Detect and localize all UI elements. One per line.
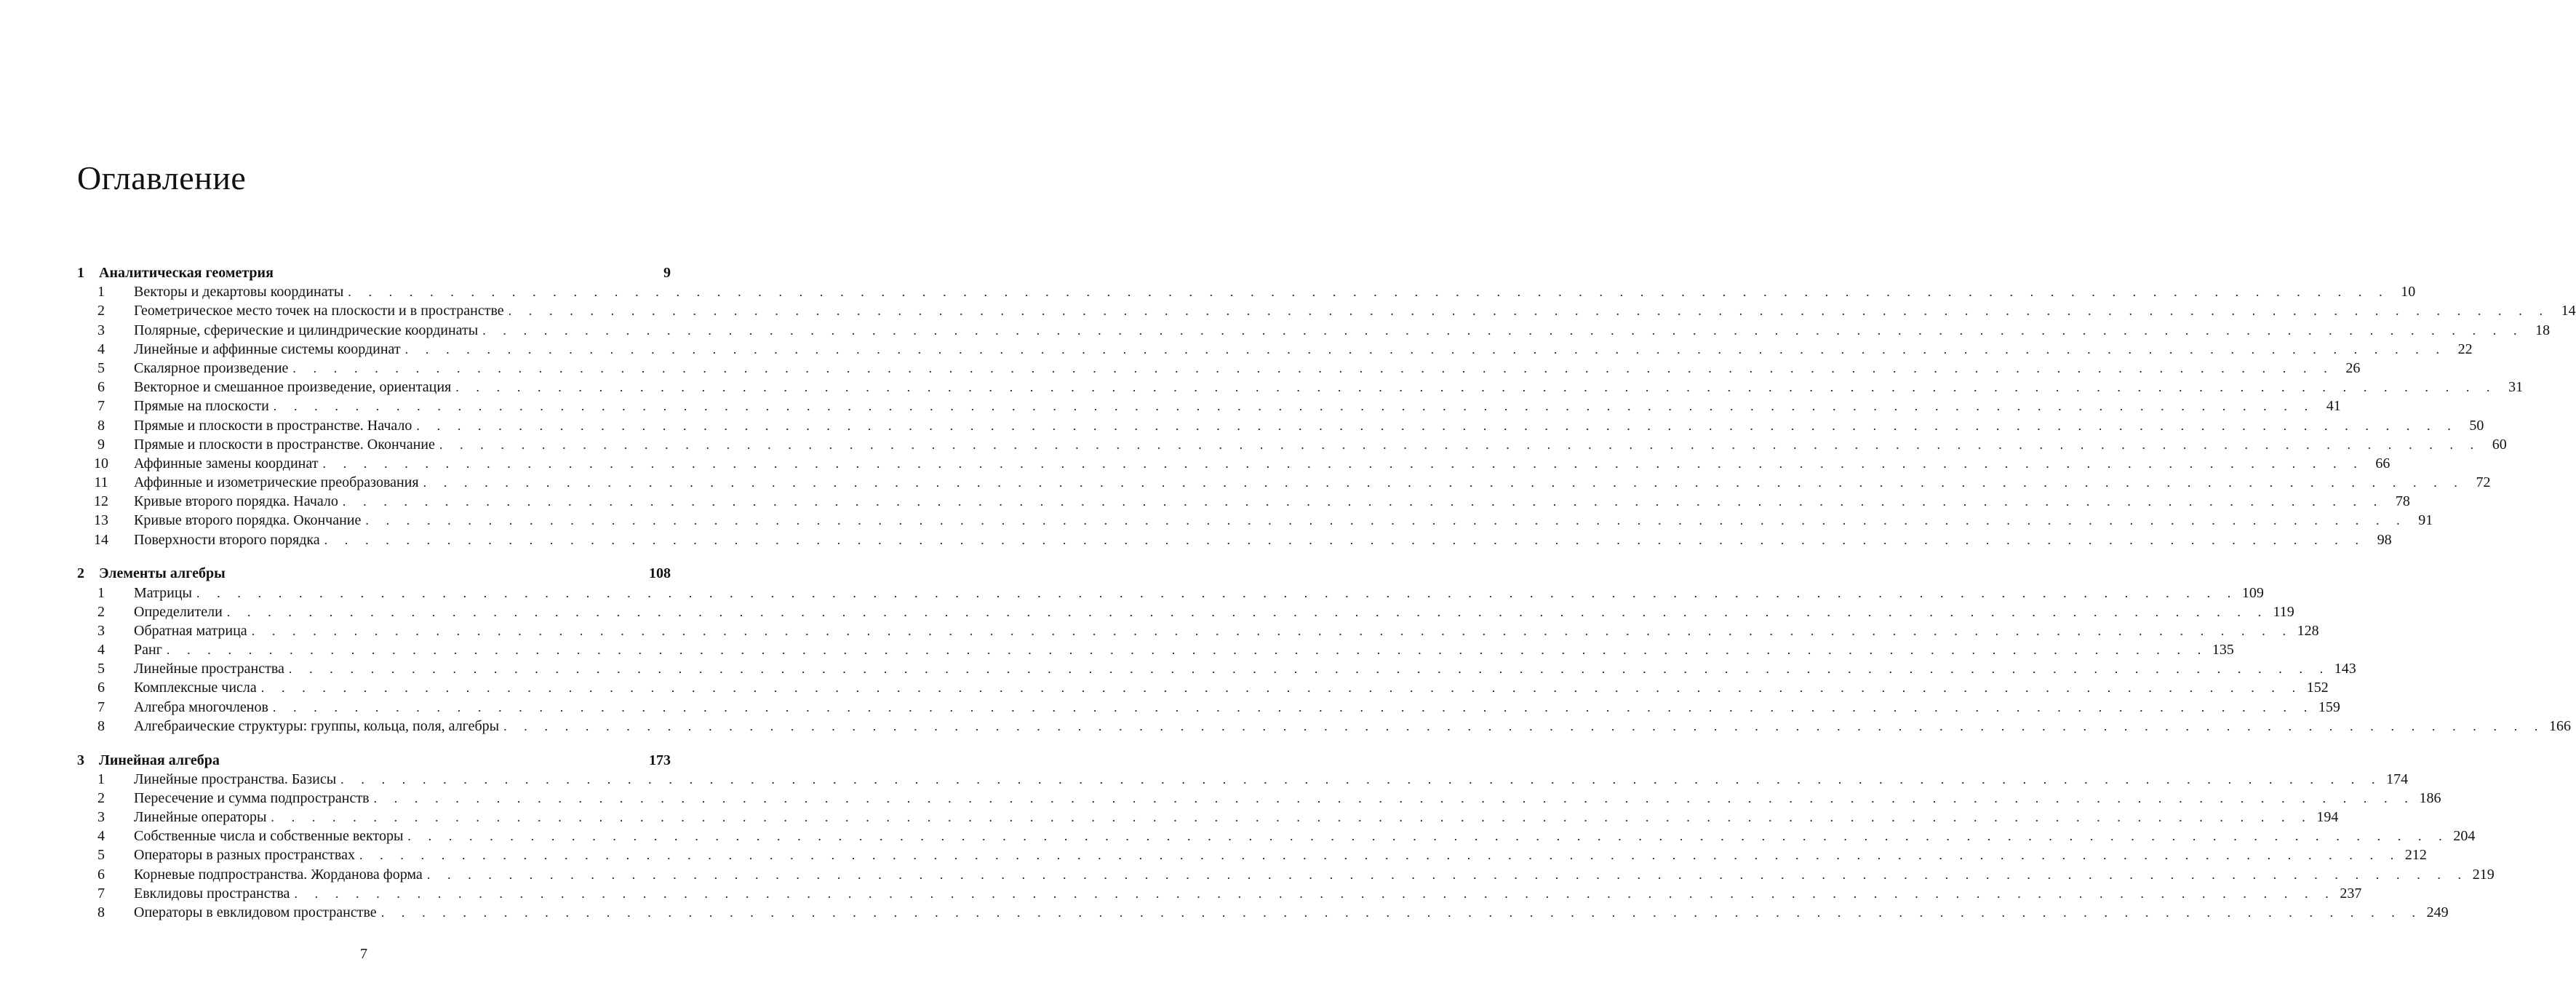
section-page-number: 78 [2395, 493, 2410, 510]
section-title: Скалярное произведение [134, 359, 292, 378]
section-page-number: 186 [2419, 789, 2441, 806]
section-page-number: 10 [2401, 284, 2416, 301]
section-line [134, 282, 2416, 301]
dot-leader: . . . . . . . . . . . . . . . . . . . . . . . . . . . . . . . . . . . . . . . . . . . . . . . . . . . . . . . . . . . . . . . . . . . . . . . . . . . . . . . . . . . . . . . . . . . . . . . . . . . . [226, 604, 2268, 619]
section-number: 8 [97, 904, 105, 920]
chapter-spacer [0, 549, 727, 565]
section-entry[interactable] [0, 454, 2390, 473]
section-page-number: 219 [2472, 866, 2495, 883]
section-page-number: 159 [2318, 698, 2340, 715]
chapter-block [0, 263, 2576, 549]
section-number: 5 [97, 661, 105, 677]
chapter-entry[interactable] [0, 564, 727, 583]
dot-leader: . . . . . . . . . . . . . . . . . . . . . . . . . . . . . . . . . . . . . . . . . . . . . . . . . . . . . . . . . . . . . . . . . . . . . . . . . . . . . . . . . . . . . . . . . . . . . . . . . . . . [260, 680, 2302, 696]
chapter-page-number: 173 [649, 752, 671, 768]
section-entry[interactable] [0, 770, 2409, 789]
section-entry[interactable] [0, 678, 2329, 697]
table-of-contents [0, 263, 2576, 922]
dot-leader: . . . . . . . . . . . . . . . . . . . . . . . . . . . . . . . . . . . . . . . . . . . . . . . . . . . . . . . . . . . . . . . . . . . . . . . . . . . . . . . . . . . . . . . . . . . . . . . . . . . . [380, 905, 2423, 920]
section-entry[interactable] [0, 416, 2484, 435]
dot-leader: . . . . . . . . . . . . . . . . . . . . . . . . . . . . . . . . . . . . . . . . . . . . . . . . . . . . . . . . . . . . . . . . . . . . . . . . . . . . . . . . . . . . . . . . . . . . . . . . . . . . [416, 418, 2458, 433]
section-title: Корневые подпространства. Жорданова форма [134, 865, 427, 884]
section-line [134, 789, 2441, 808]
section-line [134, 698, 2340, 717]
section-title: Комплексные числа [134, 678, 261, 697]
section-entry[interactable] [0, 397, 2341, 415]
section-title: Векторы и декартовы координаты [134, 282, 348, 301]
dot-leader: . . . . . . . . . . . . . . . . . . . . . . . . . . . . . . . . . . . . . . . . . . . . . . . . . . . . . . . . . . . . . . . . . . . . . . . . . . . . . . . . . . . . . . . . . . . . . . . . . . . . [482, 322, 2524, 338]
section-title: Аффинные замены координат [134, 454, 322, 473]
section-number: 14 [94, 531, 108, 548]
section-number: 7 [97, 698, 105, 715]
section-title: Алгебраические структуры: группы, кольца, поля, алгебры [134, 717, 503, 736]
section-line [134, 378, 2524, 397]
section-number: 6 [97, 680, 105, 696]
section-page-number: 50 [2469, 417, 2484, 434]
dot-leader: . . . . . . . . . . . . . . . . . . . . . . . . . . . . . . . . . . . . . . . . . . . . . . . . . . . . . . . . . . . . . . . . . . . . . . . . . . . . . . . . . . . . . . . . . . . . . . . . . . . . [359, 848, 2401, 863]
section-line [134, 473, 2491, 492]
section-line [134, 621, 2319, 640]
section-title: Аффинные и изометрические преобразования [134, 473, 423, 492]
section-page-number: 212 [2404, 847, 2427, 864]
section-page-number: 128 [2297, 622, 2319, 639]
section-line [134, 340, 2473, 359]
section-page-number: 204 [2453, 828, 2476, 845]
section-number: 7 [97, 885, 105, 902]
section-title: Линейные пространства [134, 659, 289, 678]
section-page-number: 237 [2340, 885, 2362, 902]
section-page-number: 98 [2377, 531, 2392, 548]
section-entry[interactable] [0, 340, 2473, 359]
section-page-number: 91 [2418, 512, 2433, 529]
section-line [134, 678, 2329, 697]
section-number: 4 [97, 828, 105, 845]
chapter-page-number: 9 [663, 265, 671, 281]
chapter-title: Аналитическая геометрия [99, 265, 274, 281]
section-page-number: 119 [2273, 603, 2294, 620]
section-number: 1 [97, 771, 105, 787]
section-title: Кривые второго порядка. Начало [134, 492, 343, 511]
dot-leader: . . . . . . . . . . . . . . . . . . . . . . . . . . . . . . . . . . . . . . . . . . . . . . . . . . . . . . . . . . . . . . . . . . . . . . . . . . . . . . . . . . . . . . . . . . . . . . . . . . . . [439, 437, 2481, 452]
section-number: 2 [97, 789, 105, 806]
section-entry[interactable] [0, 789, 2441, 808]
section-line [134, 845, 2427, 864]
section-title: Пересечение и сумма подпространств [134, 789, 374, 808]
section-number: 4 [97, 642, 105, 658]
dot-leader: . . . . . . . . . . . . . . . . . . . . . . . . . . . . . . . . . . . . . . . . . . . . . . . . . . . . . . . . . . . . . . . . . . . . . . . . . . . . . . . . . . . . . . . . . . . . . . . . . . . . [407, 829, 2449, 844]
section-entry[interactable] [0, 282, 2416, 301]
section-page-number: 109 [2241, 584, 2264, 601]
chapter-title: Элементы алгебры [99, 565, 226, 582]
section-page-number: 22 [2457, 341, 2473, 357]
section-title: Полярные, сферические и цилиндрические координаты [134, 321, 482, 340]
section-title: Поверхности второго порядка [134, 530, 324, 549]
dot-leader: . . . . . . . . . . . . . . . . . . . . . . . . . . . . . . . . . . . . . . . . . . . . . . . . . . . . . . . . . . . . . . . . . . . . . . . . . . . . . . . . . . . . . . . . . . . . . . . . . . . . [426, 867, 2468, 882]
dot-leader: . . . . . . . . . . . . . . . . . . . . . . . . . . . . . . . . . . . . . . . . . . . . . . . . . . . . . . . . . . . . . . . . . . . . . . . . . . . . . . . . . . . . . . . . . . . . . . . . . . . . [324, 532, 2366, 547]
chapter-number: 2 [77, 565, 84, 582]
section-entry[interactable] [0, 808, 2339, 827]
section-title: Кривые второго порядка. Окончание [134, 511, 365, 530]
section-page-number: 66 [2375, 455, 2390, 471]
dot-leader: . . . . . . . . . . . . . . . . . . . . . . . . . . . . . . . . . . . . . . . . . . . . . . . . . . . . . . . . . . . . . . . . . . . . . . . . . . . . . . . . . . . . . . . . . . . . . . . . . . . . [340, 771, 2382, 787]
section-number: 4 [97, 341, 105, 357]
section-page-number: 152 [2306, 680, 2329, 696]
dot-leader: . . . . . . . . . . . . . . . . . . . . . . . . . . . . . . . . . . . . . . . . . . . . . . . . . . . . . . . . . . . . . . . . . . . . . . . . . . . . . . . . . . . . . . . . . . . . . . . . . . . . [322, 455, 2364, 471]
section-entry[interactable] [0, 321, 2551, 340]
section-title: Определители [134, 602, 227, 621]
section-line [134, 416, 2484, 435]
section-line [134, 584, 2264, 602]
section-title: Ранг [134, 640, 167, 659]
chapter-block [0, 564, 2572, 736]
section-number: 10 [94, 455, 108, 471]
dot-leader: . . . . . . . . . . . . . . . . . . . . . . . . . . . . . . . . . . . . . . . . . . . . . . . . . . . . . . . . . . . . . . . . . . . . . . . . . . . . . . . . . . . . . . . . . . . . . . . . . . . . [423, 475, 2465, 490]
section-page-number: 72 [2476, 474, 2491, 491]
chapter-number: 3 [77, 752, 84, 768]
section-number: 3 [97, 809, 105, 826]
section-number: 5 [97, 847, 105, 864]
section-entry[interactable] [0, 492, 2410, 511]
dot-leader: . . . . . . . . . . . . . . . . . . . . . . . . . . . . . . . . . . . . . . . . . . . . . . . . . . . . . . . . . . . . . . . . . . . . . . . . . . . . . . . . . . . . . . . . . . . . . . . . . . . . [294, 885, 2336, 901]
section-entry[interactable] [0, 827, 2476, 845]
section-entry[interactable] [0, 698, 2340, 717]
section-line [134, 827, 2476, 845]
section-entry[interactable] [0, 301, 2576, 320]
dot-leader: . . . . . . . . . . . . . . . . . . . . . . . . . . . . . . . . . . . . . . . . . . . . . . . . . . . . . . . . . . . . . . . . . . . . . . . . . . . . . . . . . . . . . . . . . . . . . . . . . . . . [271, 810, 2313, 825]
dot-leader: . . . . . . . . . . . . . . . . . . . . . . . . . . . . . . . . . . . . . . . . . . . . . . . . . . . . . . . . . . . . . . . . . . . . . . . . . . . . . . . . . . . . . . . . . . . . . . . . . . . . [273, 399, 2315, 414]
section-entry[interactable] [0, 884, 2362, 903]
dot-leader: . . . . . . . . . . . . . . . . . . . . . . . . . . . . . . . . . . . . . . . . . . . . . . . . . . . . . . . . . . . . . . . . . . . . . . . . . . . . . . . . . . . . . . . . . . . . . . . . . . . . [251, 623, 2293, 638]
section-title: Матрицы [134, 584, 196, 602]
section-line [134, 865, 2495, 884]
section-number: 8 [97, 417, 105, 434]
section-number: 6 [97, 379, 105, 396]
section-number: 11 [94, 474, 108, 491]
dot-leader: . . . . . . . . . . . . . . . . . . . . . . . . . . . . . . . . . . . . . . . . . . . . . . . . . . . . . . . . . . . . . . . . . . . . . . . . . . . . . . . . . . . . . . . . . . . . . . . . . . . . [272, 699, 2314, 715]
section-number: 9 [97, 436, 105, 453]
section-number: 6 [97, 866, 105, 883]
section-number: 3 [97, 622, 105, 639]
section-page-number: 60 [2492, 436, 2507, 453]
chapter-page-number: 108 [649, 565, 671, 582]
section-line [134, 717, 2572, 736]
section-entry[interactable] [0, 435, 2507, 454]
section-page-number: 194 [2316, 809, 2339, 826]
section-number: 3 [97, 322, 105, 338]
section-number: 7 [97, 398, 105, 415]
dot-leader: . . . . . . . . . . . . . . . . . . . . . . . . . . . . . . . . . . . . . . . . . . . . . . . . . . . . . . . . . . . . . . . . . . . . . . . . . . . . . . . . . . . . . . . . . . . . . . . . . . . . [455, 380, 2497, 395]
section-page-number: 14 [2561, 303, 2576, 319]
chapter-entry[interactable] [0, 751, 727, 770]
section-title: Операторы в разных пространствах [134, 845, 359, 864]
dot-leader: . . . . . . . . . . . . . . . . . . . . . . . . . . . . . . . . . . . . . . . . . . . . . . . . . . . . . . . . . . . . . . . . . . . . . . . . . . . . . . . . . . . . . . . . . . . . . . . . . . . . [373, 790, 2415, 805]
section-entry[interactable] [0, 640, 2234, 659]
section-title: Векторное и смешанное произведение, ориентация [134, 378, 455, 397]
section-entry[interactable] [0, 865, 2495, 884]
section-number: 2 [97, 603, 105, 620]
section-line [134, 530, 2392, 549]
section-number: 1 [97, 284, 105, 301]
chapter-block [0, 751, 2495, 923]
section-line [134, 454, 2390, 473]
section-page-number: 26 [2345, 359, 2361, 376]
section-number: 2 [97, 303, 105, 319]
section-entry[interactable] [0, 602, 2294, 621]
section-line [134, 435, 2507, 454]
section-page-number: 31 [2508, 379, 2524, 396]
section-entry[interactable] [0, 845, 2427, 864]
section-line [134, 884, 2362, 903]
section-line [134, 321, 2551, 340]
section-title: Алгебра многочленов [134, 698, 273, 717]
chapter-number: 1 [77, 265, 84, 281]
section-line [134, 301, 2576, 320]
section-line [134, 770, 2409, 789]
section-line [134, 659, 2356, 678]
section-title: Прямые и плоскости в пространстве. Начало [134, 416, 416, 435]
section-number: 5 [97, 359, 105, 376]
section-page-number: 41 [2326, 398, 2341, 415]
section-title: Прямые на плоскости [134, 397, 274, 415]
section-title: Обратная матрица [134, 621, 252, 640]
dot-leader: . . . . . . . . . . . . . . . . . . . . . . . . . . . . . . . . . . . . . . . . . . . . . . . . . . . . . . . . . . . . . . . . . . . . . . . . . . . . . . . . . . . . . . . . . . . . . . . . . . . . [342, 494, 2384, 509]
section-title: Собственные числа и собственные векторы [134, 827, 407, 845]
dot-leader: . . . . . . . . . . . . . . . . . . . . . . . . . . . . . . . . . . . . . . . . . . . . . . . . . . . . . . . . . . . . . . . . . . . . . . . . . . . . . . . . . . . . . . . . . . . . . . . . . . . . [196, 585, 2238, 600]
section-line [134, 640, 2234, 659]
section-entry[interactable] [0, 359, 2361, 378]
section-line [134, 397, 2341, 415]
section-line [134, 808, 2339, 827]
section-number: 8 [97, 717, 105, 734]
section-entry[interactable] [0, 511, 2433, 530]
section-line [134, 602, 2294, 621]
section-title: Евклидовы пространства [134, 884, 294, 903]
section-number: 12 [94, 493, 108, 510]
section-number: 1 [97, 584, 105, 601]
section-line [134, 903, 2449, 922]
dot-leader: . . . . . . . . . . . . . . . . . . . . . . . . . . . . . . . . . . . . . . . . . . . . . . . . . . . . . . . . . . . . . . . . . . . . . . . . . . . . . . . . . . . . . . . . . . . . . . . . . . . . [166, 642, 2208, 658]
section-entry[interactable] [0, 473, 2491, 492]
section-page-number: 18 [2535, 322, 2551, 338]
section-title: Прямые и плоскости в пространстве. Окончание [134, 435, 439, 454]
section-page-number: 166 [2549, 717, 2572, 734]
section-entry[interactable] [0, 659, 2356, 678]
section-line [134, 359, 2361, 378]
chapter-title: Линейная алгебра [99, 752, 220, 768]
dot-leader: . . . . . . . . . . . . . . . . . . . . . . . . . . . . . . . . . . . . . . . . . . . . . . . . . . . . . . . . . . . . . . . . . . . . . . . . . . . . . . . . . . . . . . . . . . . . . . . . . . . . [404, 341, 2447, 357]
page-title: Оглавление [77, 159, 247, 196]
dot-leader: . . . . . . . . . . . . . . . . . . . . . . . . . . . . . . . . . . . . . . . . . . . . . . . . . . . . . . . . . . . . . . . . . . . . . . . . . . . . . . . . . . . . . . . . . . . . . . . . . . . . [288, 661, 2330, 677]
chapter-entry[interactable] [0, 263, 727, 282]
section-title: Линейные пространства. Базисы [134, 770, 340, 789]
section-title: Линейные и аффинные системы координат [134, 340, 405, 359]
section-entry[interactable] [0, 584, 2264, 602]
dot-leader: . . . . . . . . . . . . . . . . . . . . . . . . . . . . . . . . . . . . . . . . . . . . . . . . . . . . . . . . . . . . . . . . . . . . . . . . . . . . . . . . . . . . . . . . . . . . . . . . . . . . [508, 303, 2550, 319]
section-title: Операторы в евклидовом пространстве [134, 903, 381, 922]
section-title: Геометрическое место точек на плоскости и в пространстве [134, 301, 509, 320]
section-title: Линейные операторы [134, 808, 271, 827]
dot-leader: . . . . . . . . . . . . . . . . . . . . . . . . . . . . . . . . . . . . . . . . . . . . . . . . . . . . . . . . . . . . . . . . . . . . . . . . . . . . . . . . . . . . . . . . . . . . . . . . . . . . [348, 284, 2390, 300]
section-entry[interactable] [0, 903, 2449, 922]
section-page-number: 249 [2426, 904, 2449, 920]
section-number: 13 [94, 512, 108, 529]
section-entry[interactable] [0, 621, 2319, 640]
section-entry[interactable] [0, 378, 2524, 397]
footer-page-number: 7 [360, 946, 367, 962]
dot-leader: . . . . . . . . . . . . . . . . . . . . . . . . . . . . . . . . . . . . . . . . . . . . . . . . . . . . . . . . . . . . . . . . . . . . . . . . . . . . . . . . . . . . . . . . . . . . . . . . . . . . [365, 513, 2407, 528]
section-entry[interactable] [0, 717, 2572, 736]
chapter-spacer [0, 736, 727, 751]
section-line [134, 511, 2433, 530]
dot-leader: . . . . . . . . . . . . . . . . . . . . . . . . . . . . . . . . . . . . . . . . . . . . . . . . . . . . . . . . . . . . . . . . . . . . . . . . . . . . . . . . . . . . . . . . . . . . . . . . . . . . [292, 360, 2334, 375]
section-page-number: 174 [2386, 771, 2409, 787]
section-line [134, 492, 2410, 511]
dot-leader: . . . . . . . . . . . . . . . . . . . . . . . . . . . . . . . . . . . . . . . . . . . . . . . . . . . . . . . . . . . . . . . . . . . . . . . . . . . . . . . . . . . . . . . . . . . . . . . . . . . . [503, 718, 2545, 733]
section-entry[interactable] [0, 530, 2392, 549]
section-page-number: 135 [2212, 642, 2234, 658]
section-page-number: 143 [2334, 661, 2356, 677]
